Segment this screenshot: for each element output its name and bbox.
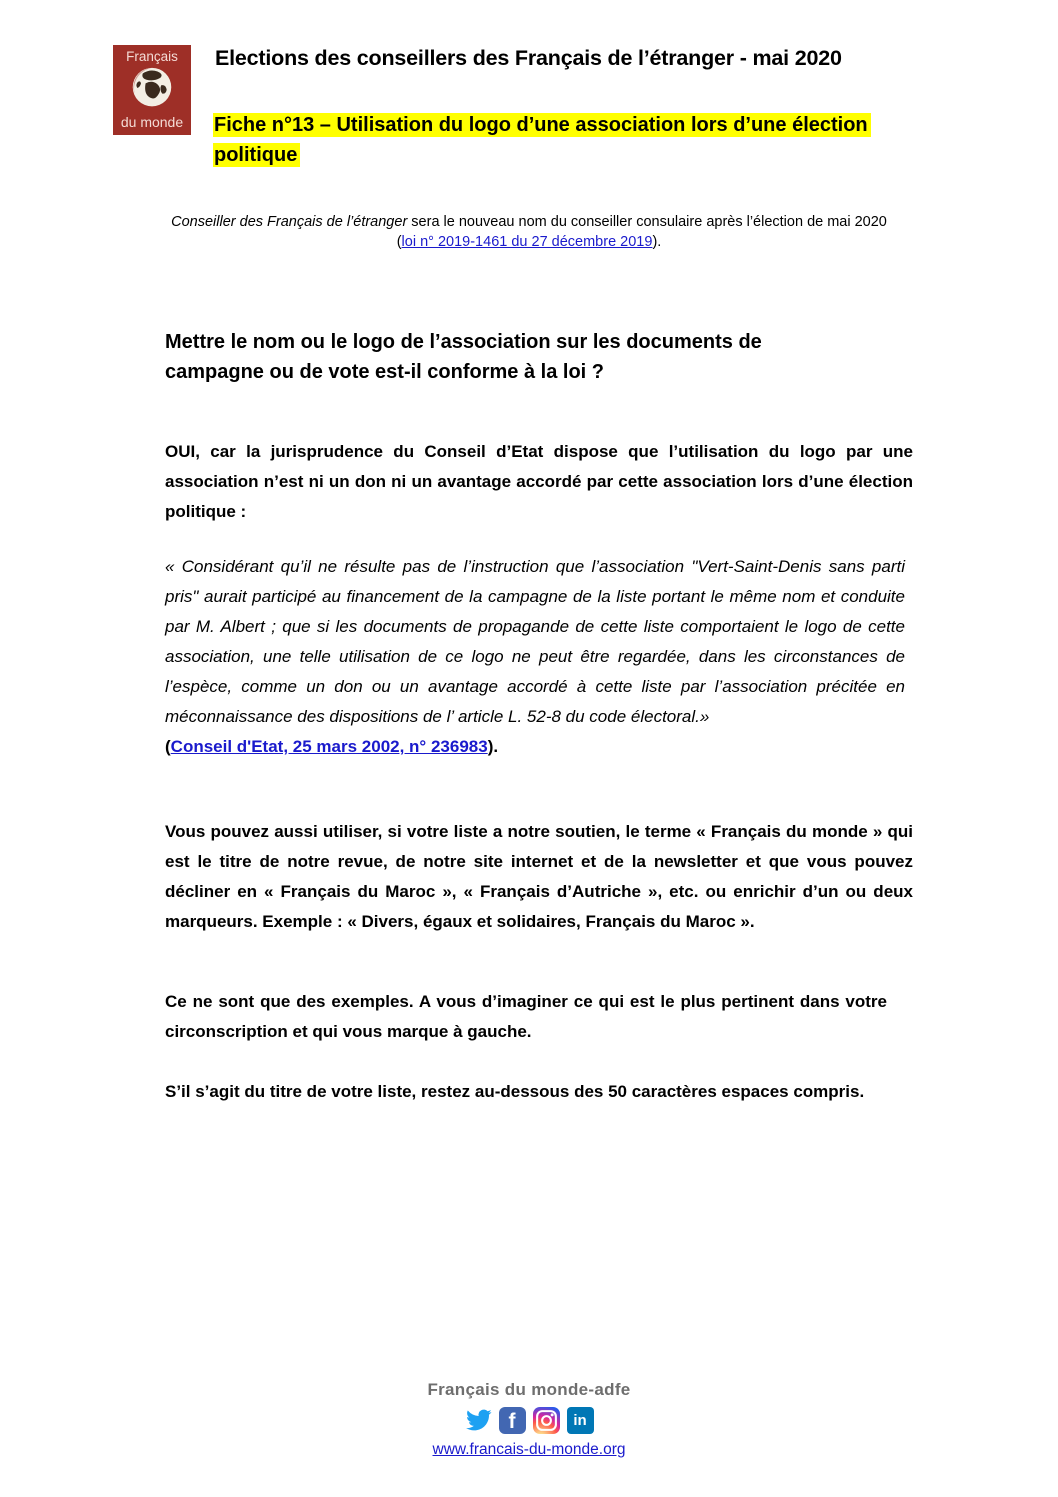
fiche-heading-text: Fiche n°13 – Utilisation du logo d’une association lors d’une élection politique <box>213 113 871 167</box>
org-logo <box>113 45 191 135</box>
website-link[interactable]: www.francais-du-monde.org <box>432 1441 626 1458</box>
subtitle <box>0 212 1058 252</box>
soutien-paragraph: Vous pouvez aussi utiliser, si votre liste a notre soutien, le terme « Français du monde » qui est le titre de notre revue, de notre site internet et de la newsletter et que vous pouvez décliner en « Français du Maroc », « Français d’Autriche », etc. ou enrichir d’un ou deux marqueurs. Exemple : « Divers, égaux et solidaires, Français du Maroc ». <box>165 822 913 931</box>
globe-icon <box>129 66 175 110</box>
quote-paragraph: « Considérant qu’il ne résulte pas de l’instruction que l’association "Vert-Saint-Denis sans parti pris" aurait participé au financement de la campagne de la liste portant le même nom et conduite par M. Albert ; que si les documents de propagande de cette liste comportaient le logo de cette association, une telle utilisation de ce logo ne peut être regardée, dans les circonstances de l’espèce, comme un don ou un avantage accordé à cette liste par l’association précitée en méconnaissance des dispositions de l’ article L. 52-8 du code électoral.» <box>165 557 905 726</box>
subtitle-italic: Conseiller des Français de l’étranger <box>171 214 408 230</box>
linkedin-icon[interactable] <box>567 1407 594 1434</box>
quote-block <box>165 552 905 762</box>
document-title: Elections des conseillers des Français de l’étranger - mai 2020 <box>215 46 842 70</box>
instagram-icon[interactable] <box>533 1407 560 1434</box>
titre-liste-paragraph: S’il s’agit du titre de votre liste, restez au-dessous des 50 caractères espaces compris. <box>165 1082 865 1101</box>
linkedin-glyph: in <box>573 1411 587 1429</box>
logo-text-top: Français <box>126 49 178 64</box>
question-heading: Mettre le nom ou le logo de l’association sur les documents de campagne ou de vote est-il conforme à la loi ? <box>165 331 762 383</box>
facebook-glyph: f <box>508 1410 516 1433</box>
footer-org-name: Français du monde-adfe <box>427 1380 631 1399</box>
twitter-icon[interactable] <box>465 1407 492 1434</box>
subtitle-rest: sera le nouveau nom du conseiller consulaire après l’élection de mai 2020 <box>407 214 887 230</box>
citation-link[interactable]: Conseil d'Etat, 25 mars 2002, n° 236983 <box>170 737 488 756</box>
social-icons-row <box>0 1405 1058 1435</box>
facebook-icon[interactable] <box>499 1407 526 1434</box>
citation-close-paren: ). <box>487 737 499 756</box>
answer-paragraph: OUI, car la jurisprudence du Conseil d’Etat dispose que l’utilisation du logo par une association n’est ni un don ni un avantage accordé par cette association lors d’une élection politique : <box>165 442 913 521</box>
logo-text-bottom: du monde <box>120 114 184 130</box>
citation-line <box>165 732 905 762</box>
fiche-heading <box>213 110 939 170</box>
law-link-open-paren: ( <box>396 234 402 250</box>
citation-open-paren: ( <box>165 737 171 756</box>
law-link[interactable]: loi n° 2019-1461 du 27 décembre 2019 <box>401 234 653 250</box>
law-link-close-paren: ). <box>652 234 662 250</box>
exemples-paragraph: Ce ne sont que des exemples. A vous d’imaginer ce qui est le plus pertinent dans votre circonscription et qui vous marque à gauche. <box>165 992 887 1041</box>
footer <box>0 1380 1058 1459</box>
